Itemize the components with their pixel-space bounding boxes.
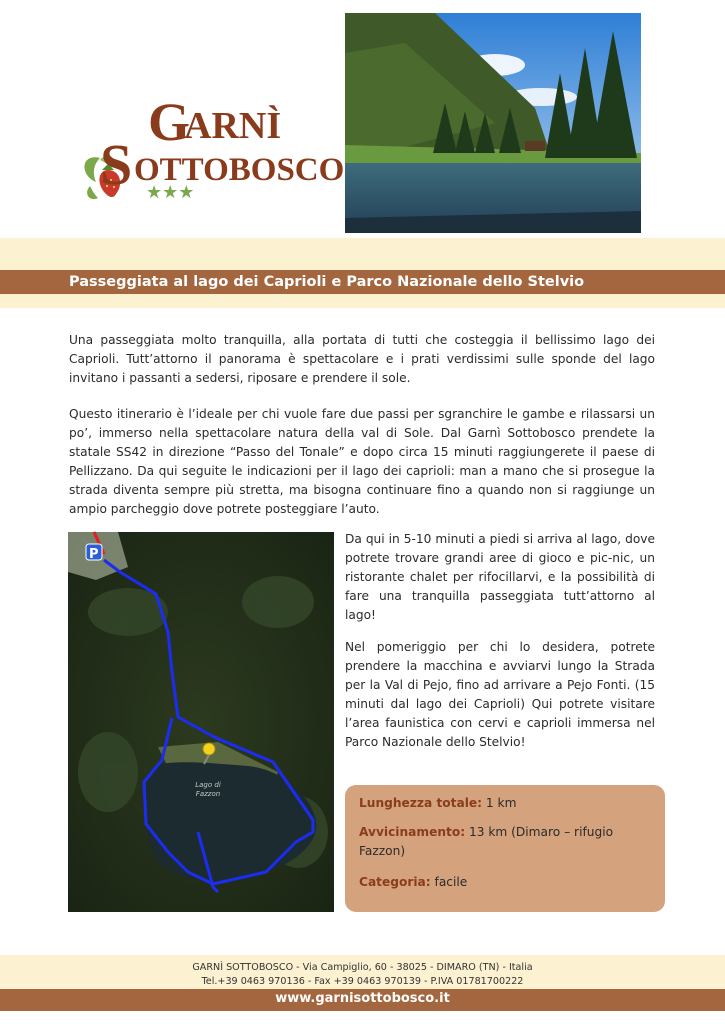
logo-word-garni: ARNÌ [184, 105, 282, 147]
logo-stars: ★★★ [146, 182, 195, 203]
parking-icon [86, 544, 102, 562]
intro-paragraph: Una passeggiata molto tranquilla, alla portata di tutti che costeggia il bellissimo lago dei Caprioli. Tutt’attorno il panorama è spettacolare e i prati verdissimi sulle sponde del lago invitano i passanti a sedersi, riposare e prendere il sole. [69, 333, 655, 385]
itinerary-paragraph: Questo itinerario è l’ideale per chi vuole fare due passi per sgranchire le gambe e rilassarsi un po’, immerso nella spettacolare natura della val di Sole. Dal Garnì Sottobosco prendete la statale SS42 in direzione “Passo del Tonale” e dopo circa 15 minuti raggiungerete il paese di Pellizzano. Da qui seguite le indicazioni per il lago dei caprioli: man a mano che si prosegue la strada diventa sempre più stretta, ma bisogna continuare fino a quando non si raggiunge un ampio parcheggio dove potrete posteggiare l’auto. [69, 407, 655, 516]
hero-lake-photo [345, 13, 641, 233]
info-approach [359, 823, 649, 861]
footer-contacts: Tel.+39 0463 970136 - Fax +39 0463 970139 - P.IVA 01781700222 [201, 976, 524, 987]
lake-label-line2: Fazzon [195, 790, 221, 798]
trail-info-box [345, 785, 665, 912]
footer-website-link[interactable]: www.garnisottobosco.it [275, 991, 450, 1006]
info-approach-label: Avvicinamento: [359, 825, 466, 839]
info-category-value: facile [430, 875, 468, 889]
page-title: Passeggiata al lago dei Caprioli e Parco Nazionale dello Stelvio [69, 274, 585, 290]
garni-sottobosco-logo [78, 92, 345, 210]
trail-map [68, 532, 334, 912]
logo-initial-g: G [148, 92, 191, 152]
info-length-value: 1 km [482, 796, 517, 810]
afternoon-paragraph: Nel pomeriggio per chi lo desidera, potrete prendere la macchina e avviarvi lungo la Strada per la Val di Pejo, fino ad arrivare a Pejo Fonti. (15 minuti dal lago dei Caprioli) Qui potrete visitare l’area faunistica con cervi e caprioli immersa nel Parco Nazionale dello Stelvio! [345, 640, 655, 749]
info-length [359, 794, 649, 813]
info-approach-value: 13 km (Dimaro – rifugio Fazzon) [359, 825, 614, 858]
lake-arrival-paragraph: Da qui in 5-10 minuti a piedi si arriva al lago, dove potrete trovare grandi aree di gioco e pic-nic, un ristorante chalet per rifocillarvi, e la possibilità di fare una tranquilla passeggiata tutt’attorno al lago! [345, 532, 655, 622]
footer-address: GARNÌ SOTTOBOSCO - Via Campiglio, 60 - 38025 - DIMARO (TN) - Italia [192, 962, 533, 973]
info-category [359, 873, 649, 892]
svg-text:P: P [89, 547, 99, 562]
info-category-label: Categoria: [359, 875, 431, 889]
logo-word-sottobosco: OTTOBOSCO [134, 152, 345, 188]
logo-initial-s: S [100, 132, 133, 197]
lake-label-line1: Lago di [195, 781, 221, 789]
info-length-label: Lunghezza totale: [359, 796, 483, 810]
